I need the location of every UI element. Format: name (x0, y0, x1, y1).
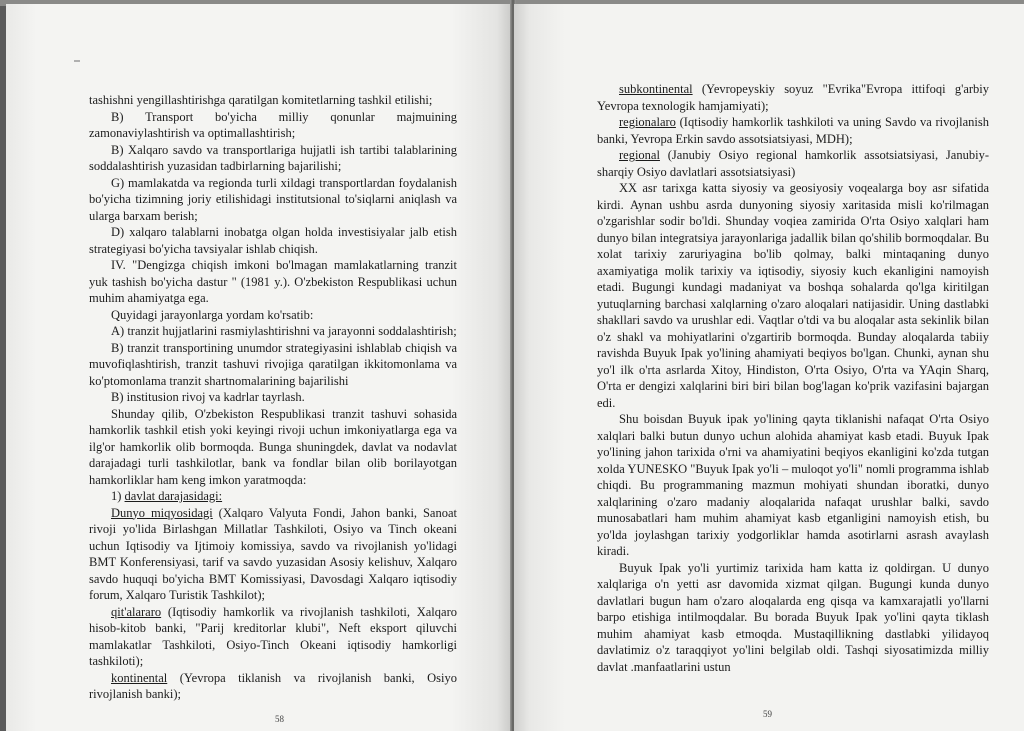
paragraph (597, 114, 989, 147)
paragraph-text: A) tranzit hujjatlarini rasmiylashtirishni va jarayonni soddalashtirish; (111, 324, 457, 338)
paragraph-text: Shunday qilib, O'zbekiston Respublikasi tranzit tashuvi sohasida hamkorlik tashkil etish yoki keyingi rivoji uchun imkoniyatlarga ega va ilg'or hamkorlik olib bormoqda. Bunga shuningdek, davlat va nodavlat darajadagi turli tashkilotlar, bank va fondlar bilan olib borilayotgan hamkorliklar ham keng imkon yaratmoqda: (89, 406, 457, 487)
paragraph (597, 411, 989, 560)
right-page (514, 4, 1024, 731)
left-page (6, 4, 512, 731)
paragraph (89, 488, 457, 505)
underlined-term: regional (619, 148, 660, 162)
paragraph (89, 224, 457, 257)
paragraph-text: (Iqtisodiy hamkorlik va rivojlanish tashkiloti, Xalqaro hisob-kitob banki, "Parij kreditorlar klubi", Neft eksport qiluvchi mamlakatlar Tashkiloti, Osiyo-Tinch Okeani iqtisodiy hamkorligi tashkiloti); (89, 604, 457, 668)
paragraph (89, 109, 457, 142)
paragraph-text: tashishni yengillashtirishga qaratilgan komitetlarning tashkil etilishi; (89, 93, 433, 107)
paragraph-text: Quyidagi jarayonlarga yordam ko'rsatib: (111, 307, 314, 322)
paragraph-text: (Yevropeyskiy soyuz "Evrika"Evropa ittifoqi g'arbiy Yevropa texnologik hamjamiyati); (597, 82, 989, 113)
paragraph-text: (Yevropa tiklanish va rivojlanish banki, Osiyo rivojlanish banki); (89, 670, 457, 701)
paragraph-text: D) xalqaro talablarni inobatga olgan holda investisiyalar jalb etish strategiyasi bo'yicha tavsiyalar ishlab chiqish. (89, 225, 457, 256)
left-page-body (89, 92, 457, 703)
right-page-number: 59 (763, 709, 772, 719)
paragraph (597, 560, 989, 676)
paragraph-text: (Iqtisodiy hamkorlik tashkiloti va uning Savdo va rivojlanish banki, Yevropa Erkin savdo assotsiatsiyasi, MDH); (597, 115, 989, 146)
underlined-term: Dunyo miqyosidagi (111, 505, 213, 520)
paragraph-text: 1) (111, 489, 125, 503)
paragraph (597, 180, 989, 411)
scan-mark (74, 60, 80, 62)
right-page-body (597, 81, 989, 675)
paragraph-text: (Xalqaro Valyuta Fondi, Jahon banki, Sanoat rivoji yo'lida Birlashgan Millatlar Tashkiloti, Osiyo va Tinch okeani uchun Iqtisodiy va Ijtimoiy komissiya, savdo va rivojlanish yo'lidagi BMT Konferensiyasi, tarif va savdo yuzasidan Asosiy kelishuv, Xalqaro savdo huquqi bo'yicha BMT Komissiyasi, Davosdagi Xalqaro iqtisodiy forum, Xalqaro Turistik Tashkilot); (89, 505, 457, 602)
underlined-term: qit'alararo (111, 604, 162, 619)
paragraph (89, 307, 457, 324)
underlined-term: davlat darajasidagi: (124, 489, 223, 503)
paragraph (89, 142, 457, 175)
paragraph-text: B) institusion rivoj va kadrlar tayrlash. (111, 390, 305, 404)
paragraph-text: B) Transport bo'yicha milliy qonunlar majmuining zamonaviylashtirish va optimallashtirish; (89, 109, 457, 140)
paragraph-text: XX asr tarixga katta siyosiy va geosiyosiy voqealarga boy asr sifatida kirdi. Aynan ushbu asrda dunyoning siyosiy xaritasida misli ko'rilmagan o'zgarishlar sodir bo'ldi. Shunday voqiea zamirida O'rta Osiyo xalqlari ham dunyo bilan integratsiya jarayonlariga jadallik bilan qo'shilib bormoqdalar. Bu xolat tarixiy zaruriyagina bo'lib qolmay, balki mintaqaning dunyo axamiyatiga molik tarixiy va iqtisodiy, siyosiy kuch ekanligini namoyish etadi. Bugungi kundagi madaniyat va boshqa sohalarda qo'lga kiritilgan yutuqlarning barchasi xalqlarning o'zaro aloqalari natijasidir. Uning dastlabki shakllari savdo va urushlar edi. Vaqtlar o'tdi va bu aloqalar asta sekinlik bilan o'z shakl va mohiyatlarini o'zgartirib bormoqda. Bunday aloqalarda tabiiy ravishda Buyuk Ipak yo'lining ahamiyati beqiyos bo'lgan. Chunki, aynan shu yo'l ilk o'rta asrlarda Xitoy, Hindiston, O'rta Osiyo, O'rta va YAqin Sharq, O'rta er dengizi xalqlarini biri biri bilan bog'lagan ko'prik vazifasini bajargan edi. (597, 181, 989, 410)
left-page-number: 58 (275, 714, 284, 724)
paragraph (89, 340, 457, 390)
paragraph-text: IV. "Dengizga chiqish imkoni bo'lmagan mamlakatlarning tranzit yuk tashish bo'yicha dastur " (1981 y.). O'zbekiston Respublikasi uchun muhim ahamiyatga ega. (89, 258, 457, 305)
paragraph (89, 175, 457, 225)
underlined-term: subkontinental (619, 82, 693, 96)
paragraph (597, 147, 989, 180)
paragraph (89, 389, 457, 406)
paragraph-text: B) Xalqaro savdo va transportlariga hujjatli ish tartibi talablarining soddalashtirish yuzasidan tadbirlarning bajarilishi; (89, 142, 457, 173)
paragraph-text: B) tranzit transportining unumdor strategiyasini ishlablab chiqish va muvofiqlashtirish, tranzit tashuvi rivojiga qaratilgan ikkitomonlama va ko'ptomonlama tranzit shartnomalarining bajarilishi (89, 340, 457, 388)
underlined-term: kontinental (111, 670, 168, 685)
paragraph (89, 670, 457, 703)
paragraph-text: Buyuk Ipak yo'li yurtimiz tarixida ham katta iz qoldirgan. U dunyo xalqlariga o'n yetti asr davomida xizmat qilgan. Bugungi kunda dunyo davlatlari bugun ham o'zaro aloqalarda eng qisqa va kamxarajatli yo'llarni barpo etishiga intilmoqdalar. Bu borada Buyuk Ipak yo'lini qayta tiklash muhim ahamiyat kasb etmoqda. Mustaqillikning dastlabki yilidayoq davlatimiz o'z taraqqiyot yo'lini belgilab oldi. Tashqi siyosatimizda milliy davlat .manfaatlarini ustun (597, 560, 989, 674)
paragraph (89, 406, 457, 489)
paragraph (89, 323, 457, 340)
paragraph (89, 257, 457, 307)
paragraph (597, 81, 989, 114)
paragraph (89, 505, 457, 604)
underlined-term: regionalaro (619, 115, 676, 129)
paragraph-text: Shu boisdan Buyuk ipak yo'lining qayta tiklanishi nafaqat O'rta Osiyo xalqlari balki butun dunyo uchun alohida ahamiyat kasb etadi. Buyuk Ipak yo'lining jahon tarixida o'rni va ahamiyatini beqiyos ekanligini ko'zda tutgan xolda YUNESKO "Buyuk Ipak yo'li – muloqot yo'li" nomli programma ishlab chiqdi. Bu programmaning mazmun mohiyati shundan iboratki, dunyo xalqlarining o'zaro madaniy aloqalarida nafaqat urushlar balki, savdo munosabatlari ham muhim ahamiyat kasb etganligini namoyish etish, bu yo'lda joylashgan tarixiy yodgorliklar hamda asotirlarni asrash avaylash kiradi. (597, 412, 989, 558)
paragraph (89, 92, 457, 109)
paragraph (89, 604, 457, 670)
paragraph-text: G) mamlakatda va regionda turli xildagi transportlardan foydalanish bo'yicha tizimning joriy etilishidagi institutsional to'siqlarni aniqlash va ularga barxam berish; (89, 175, 457, 223)
paragraph-text: (Janubiy Osiyo regional hamkorlik assotsiatsiyasi, Janubiy-sharqiy Osiyo davlatlari assotsiatsiyasi) (597, 148, 989, 179)
